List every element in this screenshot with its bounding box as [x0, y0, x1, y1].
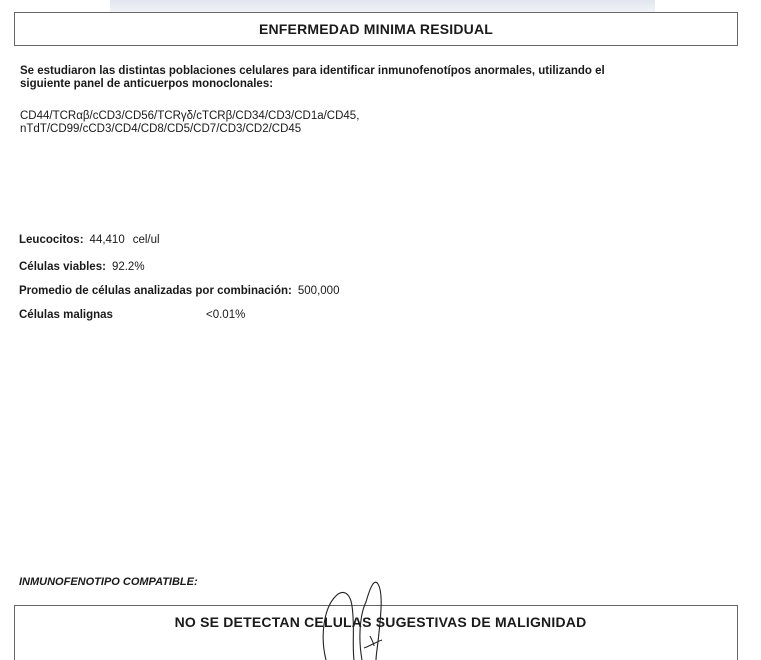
panel-line-1: CD44/TCRαβ/cCD3/CD56/TCRγδ/cTCRβ/CD34/CD3/CD1a/CD45,	[20, 110, 360, 122]
title-box	[14, 12, 738, 46]
viables-value: 92.2%	[111, 261, 145, 273]
promedio-value: 500,000	[297, 285, 340, 297]
leucocitos-unit: cel/ul	[132, 234, 160, 246]
promedio-label: Promedio de células analizadas por combinación:	[19, 285, 292, 297]
malignas-value: <0.01%	[206, 309, 246, 321]
conclusion-text: NO SE DETECTAN CELULAS SUGESTIVAS DE MALIGNIDAD	[174, 614, 587, 630]
panel-line-2: nTdT/CD99/cCD3/CD4/CD8/CD5/CD7/CD3/CD2/CD45	[20, 123, 302, 135]
viables-label: Células viables:	[19, 261, 106, 273]
antibody-panel	[20, 110, 720, 136]
leucocitos-value: 44,410	[89, 234, 125, 246]
compat-label: INMUNOFENOTIPO COMPATIBLE:	[19, 576, 198, 588]
intro-line-2: siguiente panel de anticuerpos monoclonales:	[20, 78, 274, 90]
viables-row	[19, 261, 145, 273]
malignas-label: Células malignas	[19, 309, 113, 321]
intro-text	[20, 65, 720, 91]
report-title: ENFERMEDAD MINIMA RESIDUAL	[258, 21, 494, 37]
leucocitos-label: Leucocitos:	[19, 234, 84, 246]
promedio-row	[19, 285, 339, 297]
leucocitos-row	[19, 234, 160, 246]
intro-line-1: Se estudiaron las distintas poblaciones celulares para identificar inmunofenotípos anormales, utilizando el	[20, 65, 605, 77]
malignas-row	[19, 309, 246, 321]
